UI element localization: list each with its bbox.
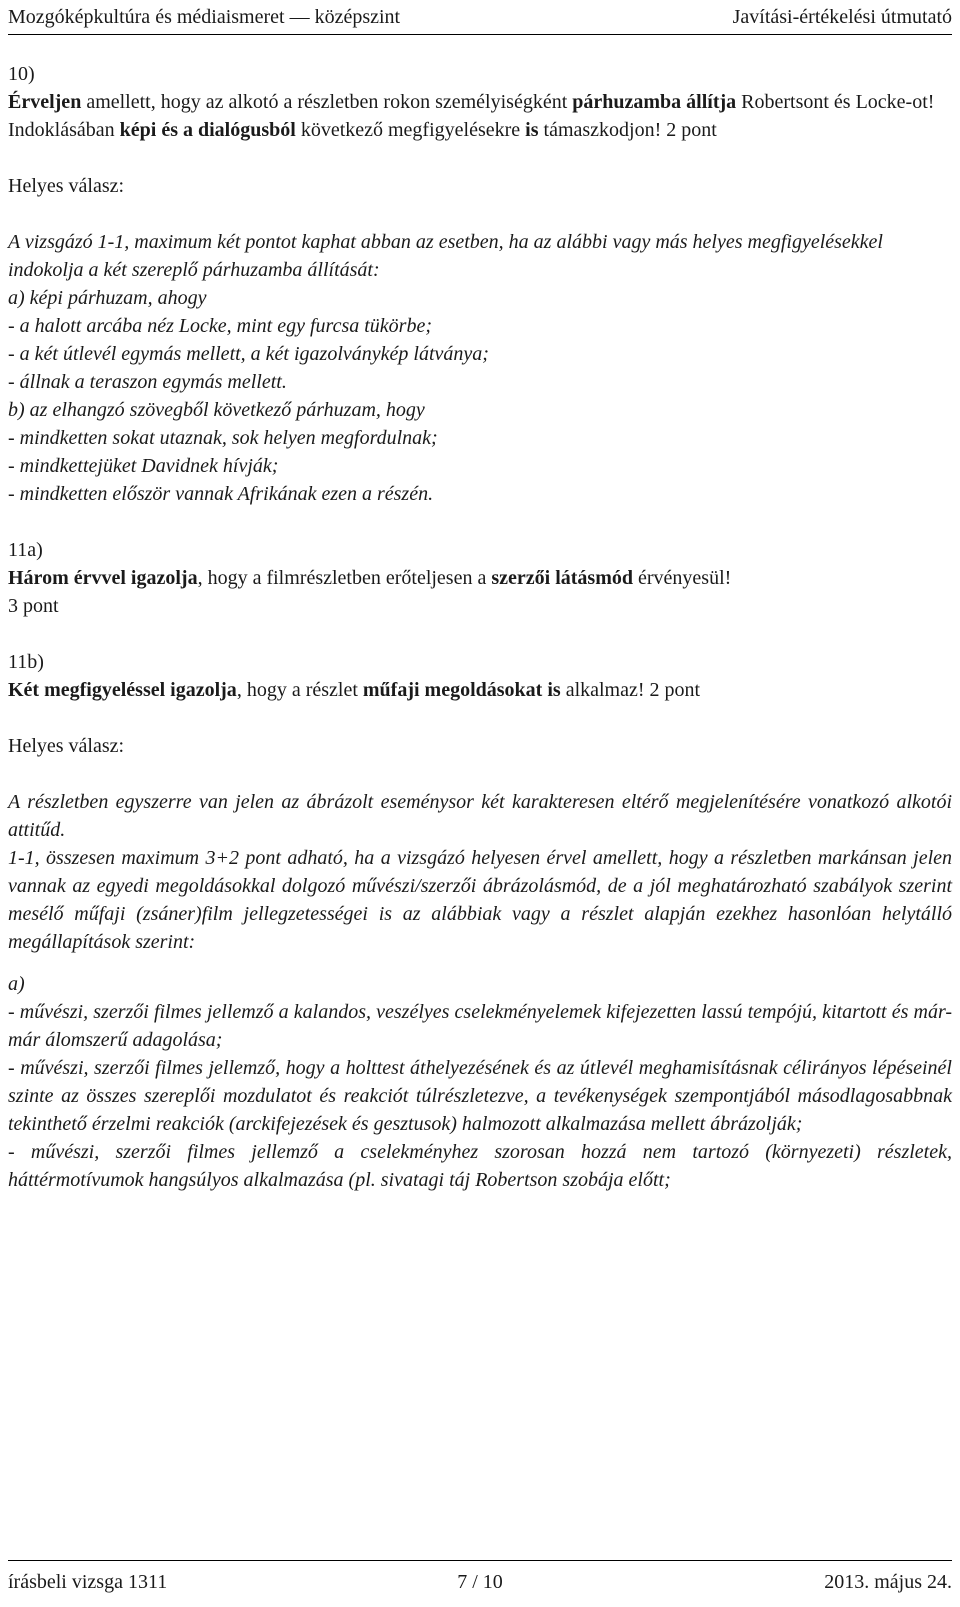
page-number: 7 / 10: [457, 1571, 503, 1593]
list-item: - művészi, szerzői filmes jellemző, hogy a holttest áthelyezésének és az útlevél meghamisításnak célirányos lépéseinél szinte az összes szereplői mozdulatot és reakciót túlrészletezve, a tevékenységek szempontjából másodlagosabbnak tekinthető érzelmi reakciók (arckifejezések és gesztusok) halmozott alkalmazása mellett ábrázolják;: [8, 1057, 952, 1135]
q11a-number: 11a): [8, 539, 43, 561]
answer-line: - a halott arcába néz Locke, mint egy furcsa tükörbe;: [8, 315, 432, 337]
text-run: , hogy a filmrészletben erőteljesen a: [197, 567, 492, 589]
bold-text: is: [525, 119, 539, 141]
list-item: - művészi, szerzői filmes jellemző a kalandos, veszélyes cselekményelemek kifejezetten lassú tempójú, kitartott és már-már álomszerű adagolása;: [8, 1001, 952, 1051]
page-header: [8, 0, 952, 35]
q11b-answer-label: Helyes válasz:: [8, 735, 125, 757]
list-item: - művészi, szerzői filmes jellemző a cselekményhez szorosan hozzá nem tartozó (környezeti) részletek, háttérmotívumok hangsúlyos alkalmazása (pl. sivatagi táj Robertson szobája előtt;: [8, 1141, 952, 1191]
q10-answer-list: [8, 284, 952, 508]
document-body: [8, 60, 952, 1194]
header-right: Javítási-értékelési útmutató: [732, 5, 952, 28]
bold-text: Két megfigyeléssel igazolja: [8, 679, 237, 701]
text-run: Robertsont és Locke-ot! Indoklásában: [8, 91, 935, 141]
footer-date: 2013. május 24.: [824, 1571, 952, 1593]
q10-answer-label: Helyes válasz:: [8, 175, 125, 197]
bold-text: Érveljen: [8, 91, 82, 113]
text-run: alkalmaz! 2 pont: [560, 679, 701, 701]
answer-line: - mindketten először vannak Afrikának ezen a részén.: [8, 483, 434, 505]
q10-answer-intro: A vizsgázó 1-1, maximum két pontot kaphat abban az esetben, ha az alábbi vagy más helyes megfigyelésekkel indokolja a két szereplő párhuzamba állítását:: [8, 231, 883, 281]
text-run: következő megfigyelésekre: [295, 119, 526, 141]
bold-text: szerzői látásmód: [491, 567, 633, 589]
q11b-a-label: a): [8, 973, 25, 995]
q11a-question: [8, 564, 952, 592]
header-left: Mozgóképkultúra és médiaismeret — középszint: [8, 5, 401, 28]
bold-text: műfaji megoldásokat is: [362, 679, 561, 701]
answer-line: b) az elhangzó szövegből következő párhuzam, hogy: [8, 399, 425, 421]
footer-left: írásbeli vizsga 1311: [8, 1571, 168, 1593]
q10-question: [8, 88, 952, 144]
answer-line: a) képi párhuzam, ahogy: [8, 287, 207, 309]
text-run: , hogy a részlet: [236, 679, 363, 701]
bold-text: képi és a dialógusból: [119, 119, 296, 141]
q11b-question: [8, 676, 952, 704]
text-run: amellett, hogy az alkotó a részletben rokon személyiségként: [81, 91, 573, 113]
answer-line: - állnak a teraszon egymás mellett.: [8, 371, 287, 393]
answer-line: - mindkettejüket Davidnek hívják;: [8, 455, 279, 477]
bold-text: párhuzamba állítja: [572, 91, 737, 113]
text-run: érvényesül!: [633, 567, 732, 589]
text-run: támaszkodjon! 2 pont: [538, 119, 717, 141]
q11b-para2: 1-1, összesen maximum 3+2 pont adható, ha a vizsgázó helyesen érvel amellett, hogy a részletben markánsan jelen vannak az egyedi megoldásokkal dolgozó művészi/szerzői ábrázolásmód, de a jól meghatározható szabályok szerint mesélő műfaji (zsáner)film jellegzetességei is az alábbiak vagy a részlet alapján ezekhez hasonlóan helytálló megállapítások szerint:: [8, 847, 952, 953]
q11b-number: 11b): [8, 651, 44, 673]
bold-text: Három érvvel igazolja: [8, 567, 198, 589]
q11b-para1: A részletben egyszerre van jelen az ábrázolt eseménysor két karakteresen eltérő megjelenítésére vonatkozó alkotói attitűd.: [8, 791, 952, 841]
answer-line: - mindketten sokat utaznak, sok helyen megfordulnak;: [8, 427, 438, 449]
q10-number: 10): [8, 63, 35, 85]
page-footer: [8, 1560, 952, 1601]
q11a-points: 3 pont: [8, 595, 59, 617]
answer-line: - a két útlevél egymás mellett, a két igazolványkép látványa;: [8, 343, 489, 365]
